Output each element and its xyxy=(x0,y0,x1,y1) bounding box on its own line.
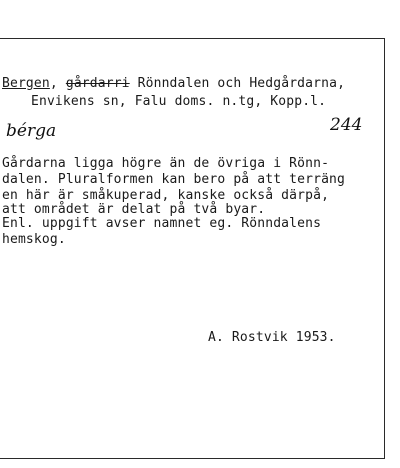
body-line: Gårdarna ligga högre än de övriga i Rönn- xyxy=(2,156,330,171)
heading-place-name: Bergen xyxy=(2,76,50,91)
signature: A. Rostvik 1953. xyxy=(208,330,336,345)
body-line: hemskog. xyxy=(2,232,66,247)
location-line: Envikens sn, Falu doms. n.tg, Kopp.l. xyxy=(31,94,327,109)
heading-struck-word: gårdarri xyxy=(65,76,130,91)
heading-separator: , xyxy=(49,76,66,91)
card-heading xyxy=(2,76,345,92)
heading-rest: Rönndalen och Hedgårdarna, xyxy=(129,76,346,91)
body-line: Enl. uppgift avser namnet eg. Rönndalens xyxy=(2,216,322,231)
card-right-edge xyxy=(384,38,385,458)
card-bottom-edge xyxy=(0,458,385,459)
body-line: dalen. Pluralformen kan bero på att terräng xyxy=(2,172,345,187)
handwritten-pronunciation: bérga xyxy=(6,121,57,141)
card-top-edge xyxy=(0,38,384,39)
handwritten-number: 244 xyxy=(330,115,363,135)
body-line: att området är delat på två byar. xyxy=(2,202,266,217)
body-line: en här är småkuperad, kanske också därpå, xyxy=(2,188,330,203)
